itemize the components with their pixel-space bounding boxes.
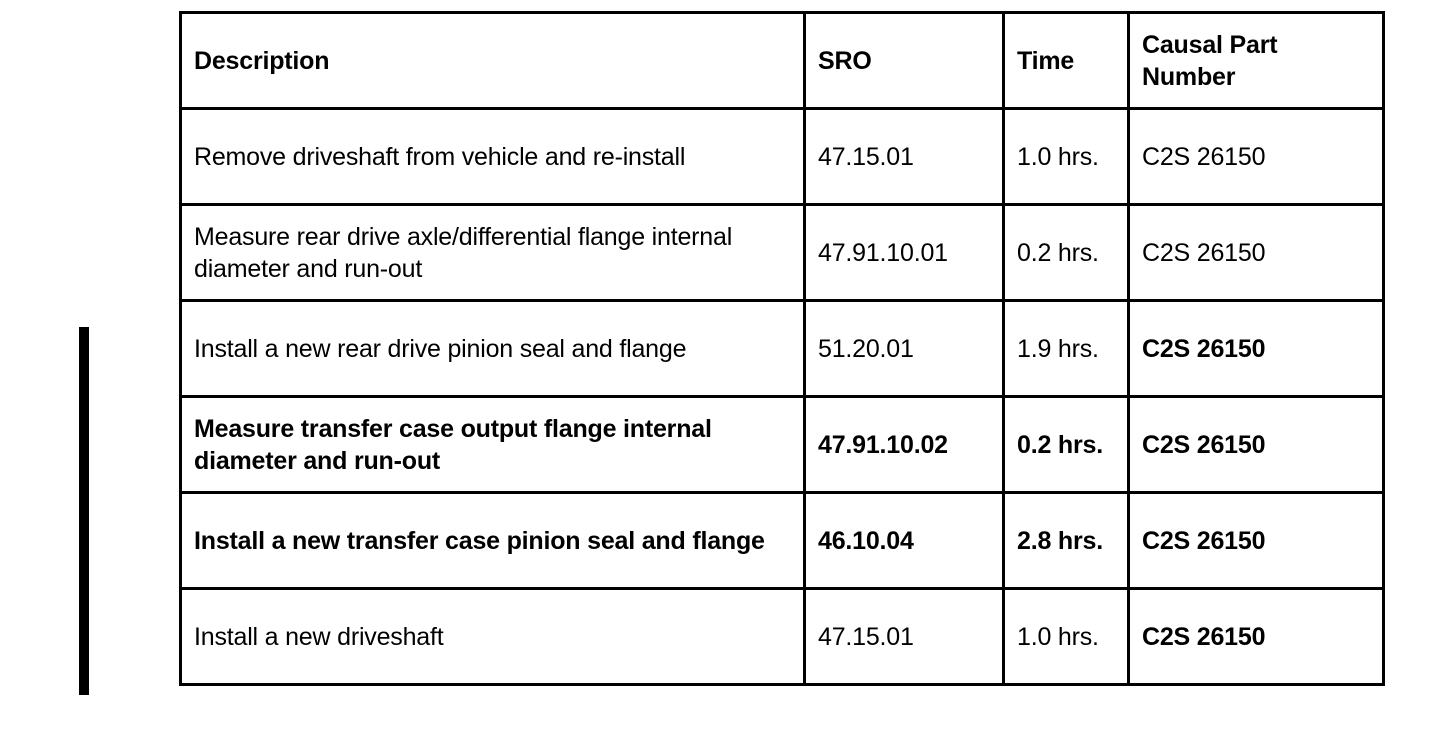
cell-description: Install a new transfer case pinion seal and flange [181, 493, 805, 589]
cell-part-number: C2S 26150 [1129, 109, 1384, 205]
table-row [181, 493, 1384, 589]
cell-sro: 51.20.01 [805, 301, 1004, 397]
cell-part-number: C2S 26150 [1129, 205, 1384, 301]
table-row [181, 109, 1384, 205]
cell-description: Measure transfer case output flange internal diameter and run-out [181, 397, 805, 493]
cell-time: 1.0 hrs. [1004, 589, 1129, 685]
table-header-row [181, 13, 1384, 109]
cell-part-number: C2S 26150 [1129, 301, 1384, 397]
cell-description: Measure rear drive axle/differential flange internal diameter and run-out [181, 205, 805, 301]
cell-time: 1.9 hrs. [1004, 301, 1129, 397]
cell-part-number: C2S 26150 [1129, 397, 1384, 493]
cell-sro: 47.15.01 [805, 109, 1004, 205]
cell-sro: 47.15.01 [805, 589, 1004, 685]
table-row [181, 301, 1384, 397]
header-sro: SRO [805, 13, 1004, 109]
table-row [181, 397, 1384, 493]
cell-time: 2.8 hrs. [1004, 493, 1129, 589]
cell-sro: 47.91.10.02 [805, 397, 1004, 493]
cell-description: Remove driveshaft from vehicle and re-install [181, 109, 805, 205]
header-causal-part-number: Causal Part Number [1129, 13, 1384, 109]
cell-description: Install a new rear drive pinion seal and flange [181, 301, 805, 397]
cell-time: 1.0 hrs. [1004, 109, 1129, 205]
cell-time: 0.2 hrs. [1004, 397, 1129, 493]
header-time: Time [1004, 13, 1129, 109]
table-row [181, 205, 1384, 301]
table-row [181, 589, 1384, 685]
cell-sro: 47.91.10.01 [805, 205, 1004, 301]
revision-change-bar [79, 327, 89, 695]
cell-description: Install a new driveshaft [181, 589, 805, 685]
labour-time-table [179, 11, 1385, 686]
header-description: Description [181, 13, 805, 109]
cell-part-number: C2S 26150 [1129, 493, 1384, 589]
cell-sro: 46.10.04 [805, 493, 1004, 589]
cell-part-number: C2S 26150 [1129, 589, 1384, 685]
cell-time: 0.2 hrs. [1004, 205, 1129, 301]
